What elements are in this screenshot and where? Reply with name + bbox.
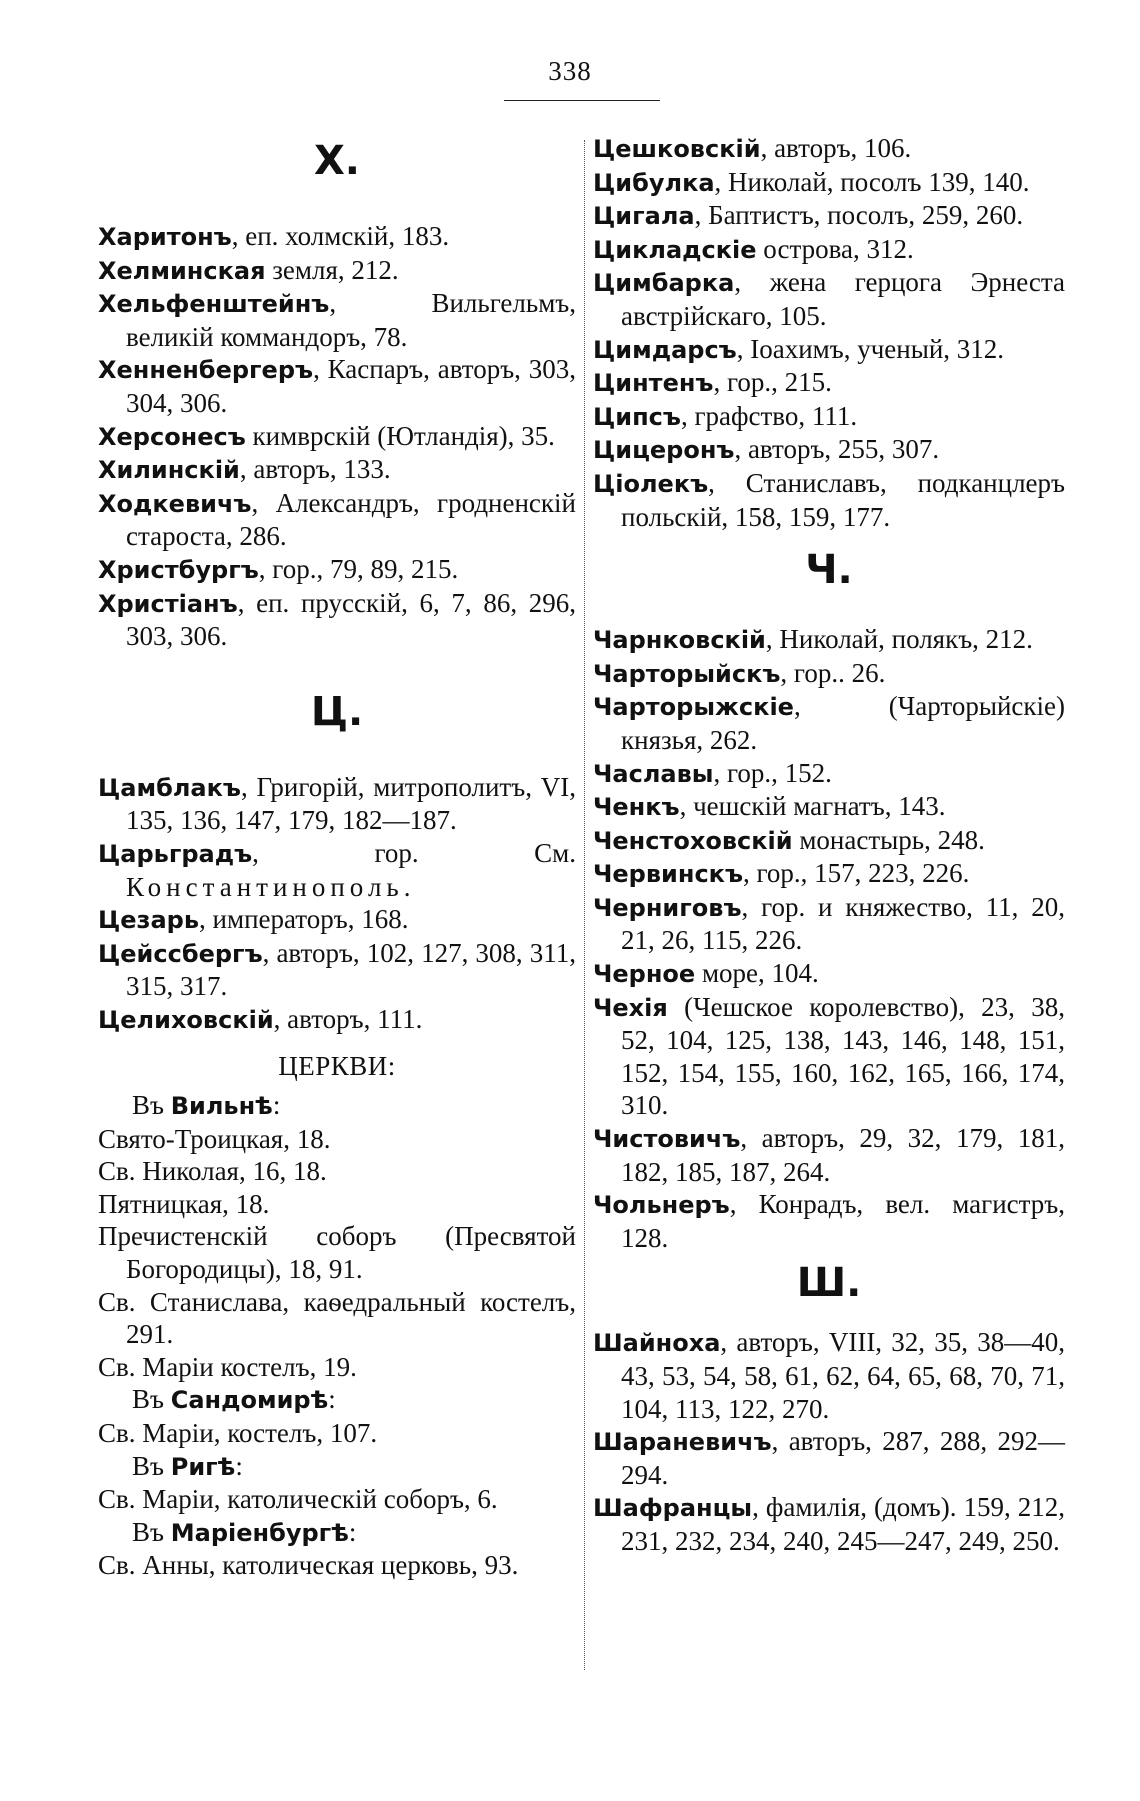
location-heading-riga — [98, 1450, 576, 1484]
entry-headword: Цикладскіе — [593, 235, 757, 264]
entry-headword: Шайноха — [593, 1329, 721, 1358]
entry-text: , Вильгельмъ, великій коммандоръ, 78. — [126, 288, 576, 352]
index-entry — [593, 1188, 1065, 1254]
entry-text: , Григорій, митрополитъ, VI, 135, 136, 147, 179, 182—187. — [126, 771, 576, 836]
entry-headword: Цицеронъ — [593, 436, 735, 465]
index-entry — [593, 623, 1065, 657]
index-entry — [98, 1003, 576, 1037]
church-item: Св. Маріи, костелъ, 107. — [98, 1418, 378, 1448]
location-heading-sandomir — [98, 1383, 576, 1417]
location-suffix: : — [348, 1516, 357, 1547]
entry-text: , авторъ, 287, 288, 292—294. — [621, 1426, 1065, 1490]
entry-headword: Шараневичъ — [593, 1428, 772, 1457]
index-entry — [98, 837, 576, 903]
index-entry — [593, 891, 1065, 957]
index-entry — [593, 166, 1065, 200]
entry-text: острова, 312. — [756, 233, 914, 264]
entry-headword: Чарторыйскъ — [593, 659, 781, 688]
entry-headword: Ходкевичъ — [98, 489, 252, 518]
section-kh-entries — [98, 220, 576, 653]
entry-headword: Цамблакъ — [98, 773, 241, 802]
index-entry — [593, 400, 1065, 434]
church-item: Св. Николая, 16, 18. — [98, 1156, 327, 1187]
entry-text: , авторъ, 133. — [239, 454, 391, 485]
entry-text: , еп. прусскій, 6, 7, 86, 296, 303, 306. — [126, 587, 576, 652]
entry-headword: Хенненбергеръ — [98, 356, 314, 385]
entry-headword: Цейссбергъ — [98, 939, 263, 968]
entry-headword: Шафранцы — [593, 1494, 753, 1523]
index-entry — [593, 1122, 1065, 1188]
church-item: Св. Маріи костелъ, 19. — [98, 1351, 357, 1382]
index-entry — [98, 771, 576, 837]
entry-headword: Царьградъ — [98, 839, 253, 868]
entry-text: , Станиславъ, подканцлеръ польскій, 158, 159, 177. — [621, 467, 1065, 532]
entry-text: , авторъ, 102, 127, 308, 311, 315, 317. — [126, 937, 576, 1002]
index-entry — [98, 287, 576, 353]
entry-text: , гор., 79, 89, 215. — [258, 553, 459, 584]
location-prefix: Въ — [132, 1450, 171, 1481]
entry-text: , авторъ, 106. — [760, 133, 912, 163]
church-item: Св. Маріи, католическій соборъ, 6. — [98, 1484, 498, 1515]
index-entry — [98, 903, 576, 937]
index-entry — [593, 1425, 1065, 1491]
entry-text: земля, 212. — [265, 254, 399, 285]
index-entry — [593, 824, 1065, 858]
index-entry — [98, 220, 576, 254]
index-entry — [593, 199, 1065, 233]
location-prefix: Въ — [132, 1090, 171, 1121]
location-name: Ригѣ — [170, 1452, 236, 1481]
entry-headword: Харитонъ — [98, 223, 232, 251]
index-entry — [98, 487, 576, 553]
entry-text: , Іоахимъ, ученый, 312. — [736, 333, 1005, 364]
location-prefix: Въ — [132, 1384, 171, 1415]
index-entry — [98, 453, 576, 487]
entry-text: монастырь, 248. — [792, 824, 985, 855]
location-suffix: : — [272, 1090, 281, 1121]
entry-headword: Цешковскій — [593, 135, 761, 163]
entry-text: кимврскій (Ютландія), 35. — [245, 420, 555, 451]
entry-headword: Черное — [593, 960, 696, 989]
churches-heading: ЦЕРКВИ: — [278, 1051, 396, 1082]
location-name: Маріенбургѣ — [170, 1518, 349, 1547]
index-entry — [593, 690, 1065, 756]
entry-headword: Хельфенштейнъ — [98, 290, 330, 319]
entry-headword: Чехія — [593, 993, 668, 1022]
entry-headword: Чарнковскій — [593, 626, 766, 655]
section-sh-entries — [593, 1326, 1065, 1557]
entry-text: (Чешское королевство), 23, 38, 52, 104, 125, 138, 143, 146, 148, 151, 152, 154, 155, 160, 162, 165, 166, 174, 310. — [621, 991, 1065, 1121]
entry-headword: Ципсъ — [593, 402, 681, 431]
entry-text: море, 104. — [695, 958, 819, 989]
entry-headword: Цимдарсъ — [593, 335, 737, 364]
index-entry — [593, 657, 1065, 691]
entry-text: , Конрадъ, вел. магистръ, 128. — [621, 1189, 1065, 1253]
church-item: Пречистенскій соборъ (Пресвятой Богородицы), 18, 91. — [98, 1221, 576, 1285]
entry-text: , чешскій магнатъ, 143. — [679, 791, 946, 822]
entry-text: , графство, 111. — [680, 400, 858, 431]
entry-headword: Червинскъ — [593, 860, 743, 889]
section-letter-kh: Х. — [313, 138, 361, 184]
church-item: Свято-Троицкая, 18. — [98, 1123, 331, 1154]
location-suffix: : — [328, 1384, 336, 1415]
section-ts-entries — [98, 771, 576, 1037]
location-heading-vilna — [98, 1089, 576, 1123]
index-entry — [98, 587, 576, 653]
index-entry — [98, 353, 576, 419]
entry-text: , гор., 215. — [713, 367, 832, 398]
index-entry — [98, 937, 576, 1003]
entry-headword: Цинтенъ — [593, 369, 714, 398]
entry-text: , гор., 152. — [713, 757, 832, 788]
index-entry — [98, 254, 576, 288]
entry-headword: Хилинскій — [98, 456, 240, 485]
entry-text: , Баптистъ, посолъ, 259, 260. — [694, 200, 1024, 231]
right-column — [593, 132, 1065, 1558]
entry-text: , (Чарторыйскіе) князья, 262. — [621, 691, 1065, 755]
entry-text: , гор. См. — [252, 837, 576, 868]
entry-headword: Чистовичъ — [593, 1125, 741, 1154]
location-name: Вильнѣ — [170, 1092, 273, 1121]
entry-text: , Николай, посолъ 139, 140. — [714, 166, 1030, 197]
entry-headword: Ціолекъ — [593, 469, 709, 498]
index-entry — [593, 366, 1065, 400]
entry-text: , еп. холмскій, 183. — [231, 221, 450, 251]
index-entry — [593, 433, 1065, 467]
entry-headword: Цимбарка — [593, 269, 735, 298]
index-entry — [593, 790, 1065, 824]
entry-headword: Черниговъ — [593, 893, 742, 922]
entry-headword: Ченстоховскій — [593, 826, 793, 855]
location-name: Сандомирѣ — [170, 1386, 329, 1415]
location-suffix: : — [235, 1450, 243, 1481]
entry-see-reference: Константинополь. — [126, 871, 416, 902]
entry-headword: Христбургъ — [98, 555, 259, 584]
index-entry — [593, 1326, 1065, 1425]
index-entry — [593, 333, 1065, 367]
index-entry — [593, 233, 1065, 267]
section-letter-sh: Ш. — [796, 1260, 862, 1307]
entry-headword: Херсонесъ — [98, 422, 246, 451]
church-item: Св. Станислава, каѳедральный костелъ, 291. — [98, 1286, 576, 1350]
index-entry — [593, 857, 1065, 891]
entry-text: , авторъ, 111. — [273, 1003, 423, 1034]
entry-text: , авторъ, 29, 32, 179, 181, 182, 185, 187, 264. — [621, 1123, 1065, 1187]
location-prefix: Въ — [132, 1516, 171, 1547]
entry-text: , Каспаръ, авторъ, 303, 304, 306. — [126, 354, 576, 418]
entry-headword: Цибулка — [593, 168, 715, 197]
section-letter-ch: Ч. — [805, 547, 853, 594]
location-heading-marienburg — [98, 1516, 576, 1550]
entry-headword: Цигала — [593, 202, 695, 231]
page-number-rule — [504, 100, 660, 101]
index-entry — [98, 553, 576, 587]
section-ts-continued-entries — [593, 132, 1065, 533]
index-entry — [593, 957, 1065, 991]
index-entry — [98, 420, 576, 454]
entry-text: , авторъ, VIII, 32, 35, 38—40, 43, 53, 54, 58, 61, 62, 64, 65, 68, 70, 71, 104, 113, 122, 270. — [621, 1327, 1065, 1424]
column-divider — [584, 140, 585, 1670]
entry-text: , жена герцога Эрнеста австрійскаго, 105. — [621, 267, 1065, 331]
entry-headword: Чаславы — [593, 759, 714, 788]
entry-headword: Чольнеръ — [593, 1191, 730, 1220]
entry-headword: Ченкъ — [593, 793, 680, 822]
church-item: Св. Анны, католическая церковь, 93. — [98, 1550, 519, 1581]
entry-text: , Александръ, гродненскій староста, 286. — [126, 487, 576, 552]
entry-text: , Николай, полякъ, 212. — [765, 624, 1033, 655]
index-entry — [593, 467, 1065, 533]
entry-text: , фамилія, (домъ). 159, 212, 231, 232, 234, 240, 245—247, 249, 250. — [621, 1492, 1065, 1556]
page-number: 338 — [548, 56, 592, 86]
index-entry — [593, 757, 1065, 791]
entry-headword: Целиховскій — [98, 1005, 274, 1034]
entry-text: , императоръ, 168. — [199, 904, 409, 935]
entry-text: , гор.. 26. — [780, 657, 886, 688]
church-item: Пятницкая, 18. — [98, 1188, 270, 1219]
index-entry — [593, 1491, 1065, 1557]
index-entry — [593, 991, 1065, 1122]
entry-text: , гор., 157, 223, 226. — [743, 858, 970, 889]
entry-headword: Хелминская — [98, 256, 266, 285]
entry-headword: Чарторыжскіе — [593, 693, 794, 722]
section-ch-entries — [593, 623, 1065, 1254]
entry-headword: Цезарь — [98, 906, 200, 935]
entry-text: , авторъ, 255, 307. — [734, 434, 940, 465]
entry-text: , гор. и княжество, 11, 20, 21, 26, 115, 226. — [621, 891, 1065, 956]
index-entry — [593, 132, 1065, 166]
left-column — [98, 132, 576, 1582]
section-letter-ts: Ц. — [310, 688, 364, 735]
index-entry — [593, 266, 1065, 332]
entry-headword: Христіанъ — [98, 589, 238, 618]
